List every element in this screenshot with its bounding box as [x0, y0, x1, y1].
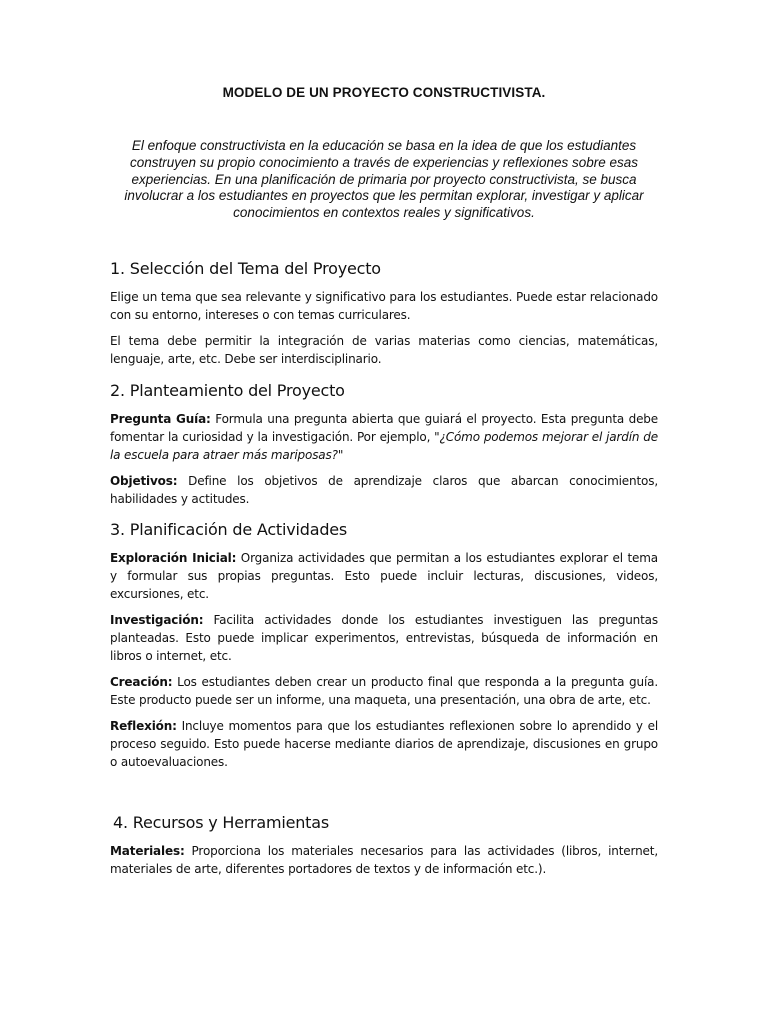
paragraph — [110, 410, 658, 464]
paragraph-text: Facilita actividades donde los estudiantes investiguen las preguntas planteadas. Esto puede implicar experimentos, entrevistas, búsqueda de información en libros o internet, etc. — [110, 613, 658, 663]
paragraph — [110, 332, 658, 368]
paragraph — [110, 673, 658, 709]
paragraph-text: Los estudiantes deben crear un producto final que responda a la pregunta guía. Este producto puede ser un informe, una maqueta, una presentación, una obra de arte, etc. — [110, 675, 658, 707]
paragraph-label: Investigación: — [110, 613, 204, 627]
paragraph-label: Pregunta Guía: — [110, 412, 211, 426]
section-heading: 2. Planteamiento del Proyecto — [110, 381, 345, 400]
paragraph-text: Organiza actividades que permitan a los estudiantes explorar el tema y formular sus propias preguntas. Esto puede incluir lecturas, discusiones, videos, excursiones, etc. — [110, 551, 658, 601]
paragraph — [110, 611, 658, 665]
paragraph-text: Define los objetivos de aprendizaje claros que abarcan conocimientos, habilidades y actitudes. — [110, 474, 658, 506]
paragraph-text: Incluye momentos para que los estudiantes reflexionen sobre lo aprendido y el proceso seguido. Esto puede hacerse mediante diarios de aprendizaje, discusiones en grupo o autoevaluaciones. — [110, 719, 658, 769]
paragraph — [110, 549, 658, 603]
paragraph-label: Creación: — [110, 675, 173, 689]
paragraph — [110, 842, 658, 878]
intro-paragraph: El enfoque constructivista en la educación se basa en la idea de que los estudiantes construyen su propio conocimiento a través de experiencias y reflexiones sobre esas experiencias. En una planificación de primaria por proyecto constructivista, se busca involucrar a los estudiantes en proyectos que les permitan explorar, investigar y aplicar conocimientos en contextos reales y significativos. — [124, 138, 644, 221]
paragraph — [110, 717, 658, 771]
paragraph — [110, 472, 658, 508]
paragraph-text: Elige un tema que sea relevante y significativo para los estudiantes. Puede estar relacionado con su entorno, intereses o con temas curriculares. — [110, 290, 658, 322]
section-heading: 3. Planificación de Actividades — [110, 520, 348, 539]
paragraph-text: Formula una pregunta abierta que guiará el proyecto. Esta pregunta debe fomentar la curiosidad y la investigación. Por ejemplo, " — [110, 412, 659, 444]
section-heading: 4. Recursos y Herramientas — [113, 813, 329, 832]
section-topic-selection — [110, 259, 658, 368]
section-activities-planning — [110, 520, 658, 771]
paragraph-label: Objetivos: — [110, 474, 178, 488]
paragraph-text: El tema debe permitir la integración de varias materias como ciencias, matemáticas, lenguaje, arte, etc. Debe ser interdisciplinario. — [110, 334, 658, 366]
paragraph — [110, 288, 658, 324]
paragraph-text: Proporciona los materiales necesarios para las actividades (libros, internet, materiales de arte, diferentes portadores de textos y de información etc.). — [110, 844, 658, 876]
section-heading: 1. Selección del Tema del Proyecto — [110, 259, 381, 278]
section-project-planning — [110, 381, 658, 508]
document-title: MODELO DE UN PROYECTO CONSTRUCTIVISTA. — [222, 85, 546, 100]
paragraph-label: Exploración Inicial: — [110, 551, 237, 565]
example-question: ¿Cómo podemos mejorar el jardín de la escuela para atraer más mariposas?" — [110, 430, 658, 462]
paragraph-label: Reflexión: — [110, 719, 177, 733]
section-resources-tools — [110, 813, 658, 878]
paragraph-label: Materiales: — [110, 844, 185, 858]
